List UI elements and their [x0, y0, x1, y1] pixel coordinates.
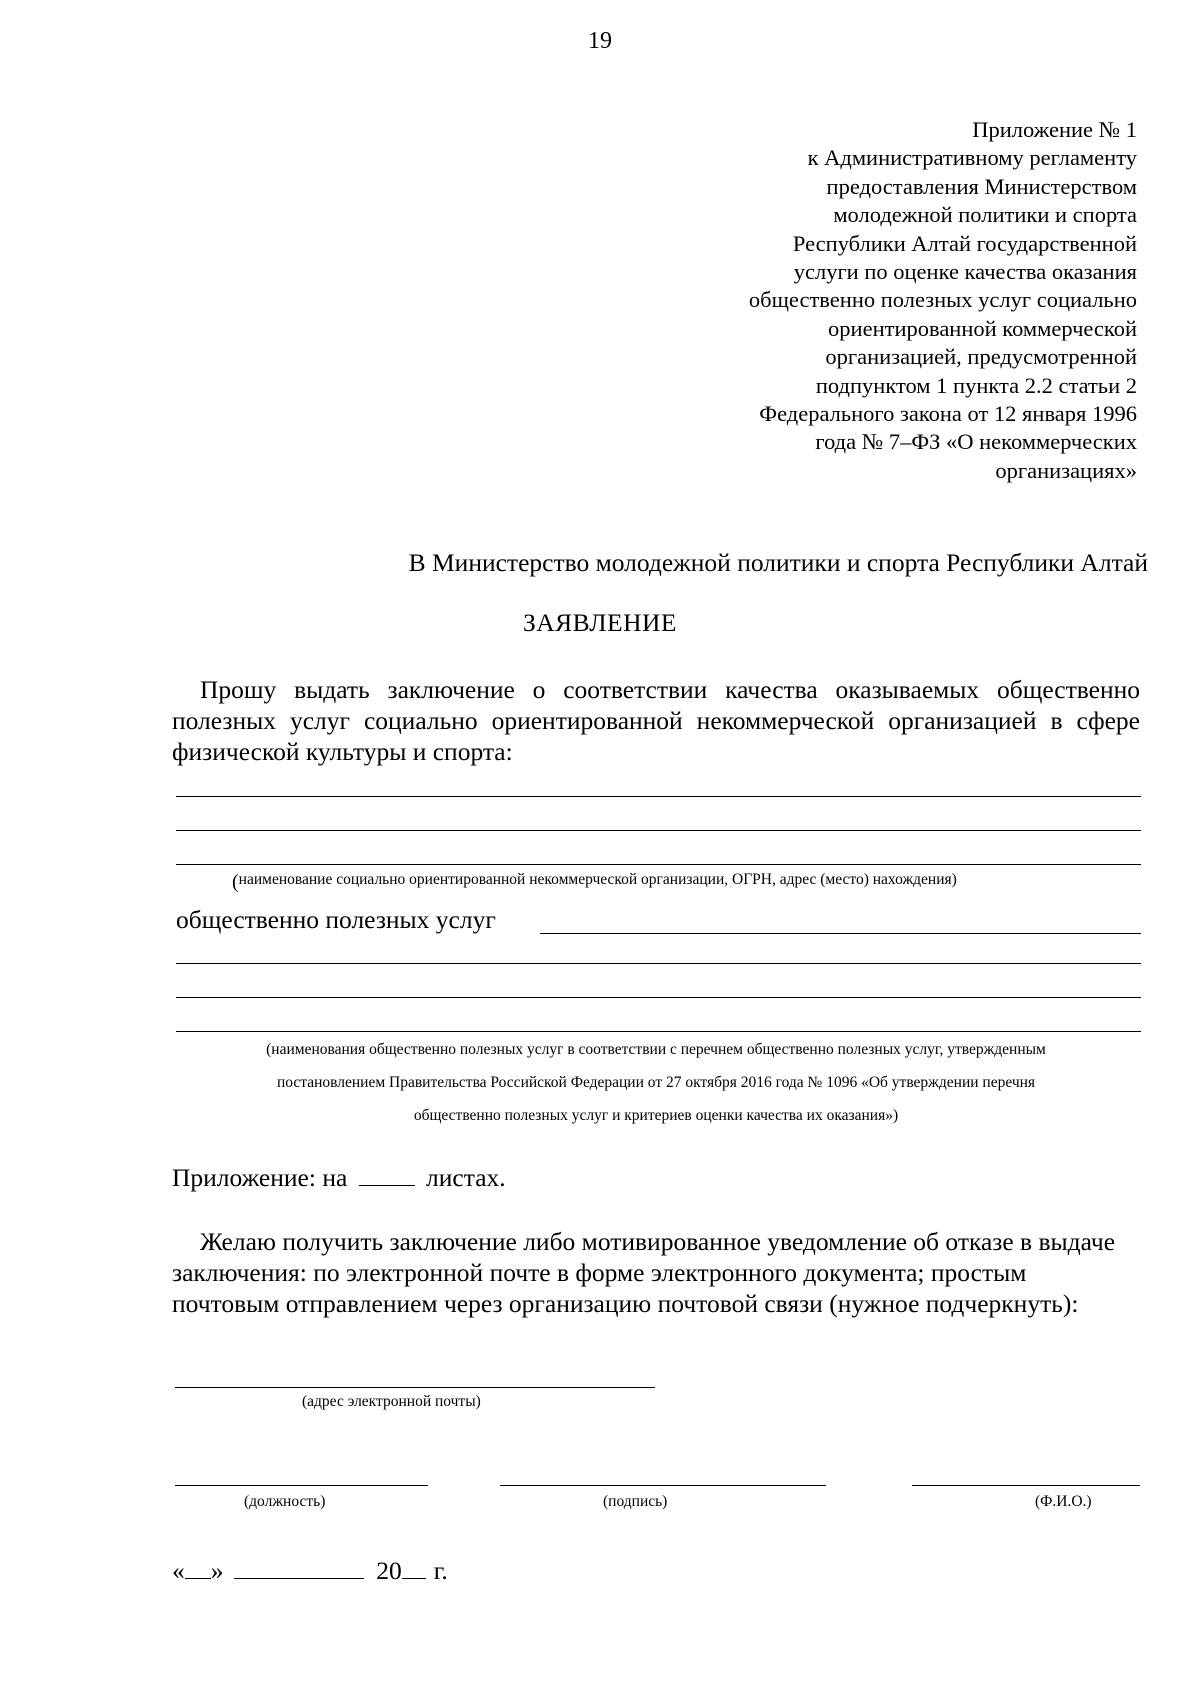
services-line-inline[interactable] [540, 933, 1141, 934]
signature-caption: (подпись) [603, 1493, 668, 1510]
date-open-quote: « [172, 1556, 185, 1585]
date-close-quote: » [210, 1556, 224, 1585]
request-paragraph: Прошу выдать заключение о соответствии качества оказываемых общественно полезных услуг социально ориентированной некоммерческой организацией в сфере физической культуры и спорта: [172, 675, 1140, 766]
org-name-line-1[interactable] [176, 796, 1141, 797]
email-caption: (адрес электронной почты) [302, 1393, 481, 1410]
appendix-line: к Административному регламенту [807, 145, 1137, 171]
attachment-sheets-blank[interactable] [359, 1163, 415, 1186]
appendix-line: Приложение № 1 [972, 117, 1137, 142]
services-line-3[interactable] [176, 1031, 1141, 1032]
date-month-blank[interactable] [234, 1556, 364, 1579]
full-name-line[interactable] [912, 1485, 1140, 1486]
date-line [172, 1556, 448, 1586]
org-caption [232, 871, 957, 894]
attachment-prefix: Приложение: на [172, 1163, 348, 1192]
receive-text: Желаю получить заключение либо мотивированное уведомление об отказе в выдаче заключения: по электронной почте в форме электронного документа; простым почтовым отправлением через организацию почтовой связи (нужное подчеркнуть): [172, 1227, 1116, 1318]
services-label: общественно полезных услуг [176, 905, 496, 934]
page-number: 19 [588, 28, 612, 54]
appendix-line: ориентированной коммерческой [828, 315, 1137, 341]
full-name-caption: (Ф.И.О.) [1035, 1493, 1092, 1510]
services-caption-line: общественно полезных услуг и критериев оценки качества их оказания») [413, 1107, 899, 1124]
appendix-line: общественно полезных услуг социально [748, 287, 1137, 313]
attachment-line [172, 1163, 506, 1193]
appendix-line: молодежной политики и спорта [833, 202, 1137, 228]
position-line[interactable] [175, 1485, 428, 1486]
org-caption-bracket: ( [232, 871, 239, 893]
attachment-suffix: листах. [426, 1163, 506, 1192]
date-year-prefix: 20 [376, 1556, 402, 1585]
document-title: ЗАЯВЛЕНИЕ [522, 608, 677, 637]
signature-line[interactable] [500, 1485, 826, 1486]
appendix-line: Республики Алтай государственной [792, 230, 1137, 256]
appendix-line: предоставления Министерством [826, 173, 1137, 199]
services-caption-line: постановлением Правительства Российской Федерации от 27 октября 2016 года № 1096 «Об утверждении перечня [276, 1074, 1036, 1091]
appendix-line: года № 7–ФЗ «О некоммерческих [815, 429, 1137, 455]
addressee: В Министерство молодежной политики и спорта Республики Алтай [408, 548, 1148, 577]
appendix-line: услуги по оценке качества оказания [793, 259, 1137, 285]
date-year-blank[interactable] [402, 1556, 426, 1579]
appendix-line: подпунктом 1 пункта 2.2 статьи 2 [815, 372, 1137, 398]
receive-preference-paragraph [172, 1226, 1140, 1319]
org-name-line-3[interactable] [176, 864, 1141, 865]
services-line-1[interactable] [176, 963, 1141, 964]
services-caption-line: (наименования общественно полезных услуг в соответствии с перечнем общественно полезных услуг, утвержденным [266, 1041, 1046, 1058]
services-line-2[interactable] [176, 997, 1141, 998]
position-caption: (должность) [244, 1493, 326, 1510]
appendix-header [617, 116, 1137, 485]
org-name-line-2[interactable] [176, 830, 1141, 831]
date-year-suffix: г. [433, 1556, 448, 1585]
email-line[interactable] [175, 1387, 655, 1388]
appendix-line: организациях» [995, 457, 1137, 483]
date-day-blank[interactable] [185, 1556, 211, 1579]
appendix-line: Федерального закона от 12 января 1996 [759, 401, 1137, 427]
appendix-line: организацией, предусмотренной [825, 344, 1137, 370]
org-caption-text: наименование социально ориентированной некоммерческой организации, ОГРН, адрес (место) нахождения) [238, 871, 957, 888]
